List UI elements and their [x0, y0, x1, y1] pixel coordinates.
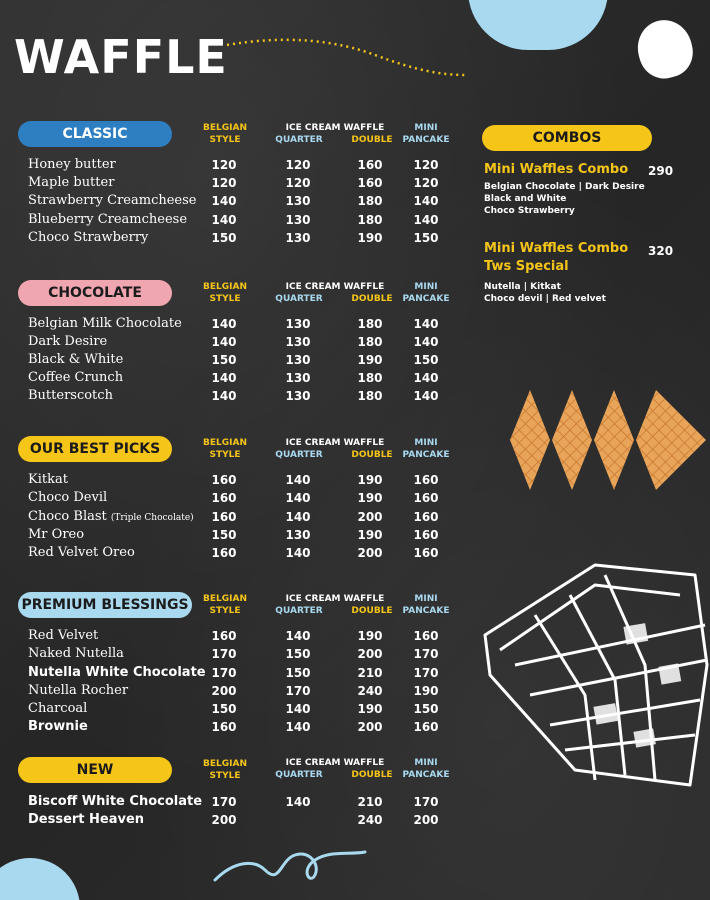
price-belgian: 170 [211, 666, 237, 680]
col-ice-cream: ICE CREAM WAFFLE [285, 594, 385, 604]
waffle-cones-illustration [500, 385, 710, 495]
combo-title: Mini Waffles Combo [484, 162, 629, 177]
menu-row [28, 508, 448, 526]
price-quarter: 140 [285, 491, 311, 505]
price-mini: 160 [413, 491, 439, 505]
section-premium-label: PREMIUM BLESSINGS [18, 592, 192, 618]
item-name: Red Velvet Oreo [28, 545, 135, 560]
price-belgian: 160 [211, 510, 237, 524]
col-mini: MINI [414, 594, 438, 604]
price-quarter: 140 [285, 473, 311, 487]
waffle-sketch-illustration [475, 555, 710, 795]
col-pancake: PANCAKE [402, 135, 450, 145]
item-name: Biscoff White Chocolate [28, 794, 203, 809]
col-style: STYLE [209, 771, 241, 781]
price-belgian: 160 [211, 546, 237, 560]
price-double: 180 [357, 194, 383, 208]
price-mini: 160 [413, 528, 439, 542]
item-name: Dark Desire [28, 334, 108, 349]
price-mini: 190 [413, 684, 439, 698]
price-double: 190 [357, 702, 383, 716]
price-belgian: 150 [211, 528, 237, 542]
dotted-swirl-decoration [225, 35, 470, 85]
price-double: 160 [357, 158, 383, 172]
price-belgian: 200 [211, 684, 237, 698]
col-double: DOUBLE [351, 294, 393, 304]
menu-row [28, 471, 448, 489]
price-mini: 140 [413, 194, 439, 208]
menu-row [28, 387, 448, 405]
col-double: DOUBLE [351, 770, 393, 780]
price-mini: 150 [413, 702, 439, 716]
price-quarter: 130 [285, 335, 311, 349]
col-mini: MINI [414, 758, 438, 768]
price-double: 180 [357, 335, 383, 349]
menu-row [28, 718, 448, 736]
item-name: Mr Oreo [28, 527, 85, 542]
price-quarter: 150 [285, 666, 311, 680]
price-double: 210 [357, 795, 383, 809]
menu-row [28, 544, 448, 562]
menu-row [28, 229, 448, 247]
col-double: DOUBLE [351, 450, 393, 460]
price-double: 200 [357, 720, 383, 734]
price-quarter: 130 [285, 231, 311, 245]
col-belgian: BELGIAN [203, 759, 247, 769]
item-name: Strawberry Creamcheese [28, 193, 197, 208]
price-mini: 160 [413, 510, 439, 524]
col-quarter: QUARTER [275, 135, 323, 145]
egg-decoration [631, 14, 698, 84]
price-mini: 140 [413, 213, 439, 227]
price-mini: 160 [413, 473, 439, 487]
item-name: Choco Devil [28, 490, 108, 505]
price-double: 190 [357, 473, 383, 487]
combo-price: 320 [648, 244, 674, 258]
section-new-label: NEW [18, 757, 172, 783]
item-name: Blueberry Creamcheese [28, 212, 188, 227]
price-belgian: 160 [211, 473, 237, 487]
col-style: STYLE [209, 606, 241, 616]
price-belgian: 120 [211, 158, 237, 172]
col-belgian: BELGIAN [203, 438, 247, 448]
price-mini: 140 [413, 389, 439, 403]
item-name: Dessert Heaven [28, 812, 145, 827]
section-best-picks-label: OUR BEST PICKS [18, 436, 172, 462]
price-quarter: 130 [285, 194, 311, 208]
section-chocolate-label: CHOCOLATE [18, 280, 172, 306]
col-ice-cream: ICE CREAM WAFFLE [285, 123, 385, 133]
price-double: 180 [357, 213, 383, 227]
price-belgian: 140 [211, 335, 237, 349]
item-name: Brownie [28, 719, 88, 734]
price-belgian: 160 [211, 720, 237, 734]
item-name: Honey butter [28, 157, 116, 172]
price-double: 200 [357, 546, 383, 560]
item-name: Coffee Crunch [28, 370, 124, 385]
combo-title: Mini Waffles Combo Tws Special [484, 241, 629, 274]
menu-row [28, 682, 448, 700]
price-mini: 120 [413, 176, 439, 190]
col-ice-cream: ICE CREAM WAFFLE [285, 282, 385, 292]
price-double: 160 [357, 176, 383, 190]
price-quarter: 130 [285, 389, 311, 403]
price-belgian: 140 [211, 317, 237, 331]
price-quarter: 130 [285, 371, 311, 385]
col-quarter: QUARTER [275, 770, 323, 780]
col-pancake: PANCAKE [402, 770, 450, 780]
price-belgian: 140 [211, 389, 237, 403]
col-mini: MINI [414, 438, 438, 448]
col-mini: MINI [414, 123, 438, 133]
menu-row [28, 192, 448, 210]
col-double: DOUBLE [351, 135, 393, 145]
item-name: Belgian Milk Chocolate [28, 316, 182, 331]
price-mini: 170 [413, 795, 439, 809]
col-ice-cream: ICE CREAM WAFFLE [285, 438, 385, 448]
col-style: STYLE [209, 294, 241, 304]
col-quarter: QUARTER [275, 606, 323, 616]
price-double: 190 [357, 231, 383, 245]
col-style: STYLE [209, 135, 241, 145]
price-belgian: 170 [211, 647, 237, 661]
price-belgian: 160 [211, 629, 237, 643]
price-belgian: 160 [211, 491, 237, 505]
section-classic-label: CLASSIC [18, 121, 172, 147]
price-double: 190 [357, 629, 383, 643]
col-belgian: BELGIAN [203, 282, 247, 292]
menu-row [28, 315, 448, 333]
price-belgian: 120 [211, 176, 237, 190]
price-quarter: 120 [285, 176, 311, 190]
price-quarter: 130 [285, 317, 311, 331]
col-double: DOUBLE [351, 606, 393, 616]
price-belgian: 150 [211, 353, 237, 367]
price-double: 190 [357, 491, 383, 505]
price-mini: 160 [413, 720, 439, 734]
col-pancake: PANCAKE [402, 450, 450, 460]
item-name: Maple butter [28, 175, 115, 190]
squiggle-decoration [210, 840, 370, 890]
price-quarter: 140 [285, 795, 311, 809]
menu-row [28, 793, 448, 811]
price-belgian: 150 [211, 231, 237, 245]
combo-desc: Nutella | Kitkat Choco devil | Red velvet [484, 282, 606, 304]
price-belgian: 140 [211, 213, 237, 227]
item-name: Kitkat [28, 472, 68, 487]
col-quarter: QUARTER [275, 450, 323, 460]
col-mini: MINI [414, 282, 438, 292]
menu-row [28, 645, 448, 663]
menu-row [28, 811, 448, 829]
col-belgian: BELGIAN [203, 123, 247, 133]
price-quarter: 140 [285, 546, 311, 560]
menu-row [28, 369, 448, 387]
menu-title: WAFFLE [14, 30, 228, 84]
item-name: Black & White [28, 352, 124, 367]
price-quarter: 140 [285, 702, 311, 716]
price-mini: 150 [413, 353, 439, 367]
menu-row [28, 627, 448, 645]
price-quarter: 120 [285, 158, 311, 172]
col-pancake: PANCAKE [402, 606, 450, 616]
price-quarter: 140 [285, 629, 311, 643]
menu-row [28, 700, 448, 718]
price-belgian: 150 [211, 702, 237, 716]
item-name: Nutella White Chocolate [28, 665, 206, 680]
item-name: Butterscotch [28, 388, 113, 403]
blue-blob-decoration [468, 0, 608, 50]
combo-price: 290 [648, 164, 674, 178]
menu-row [28, 351, 448, 369]
col-belgian: BELGIAN [203, 594, 247, 604]
price-double: 200 [357, 647, 383, 661]
menu-row [28, 211, 448, 229]
price-mini: 160 [413, 629, 439, 643]
price-mini: 170 [413, 666, 439, 680]
price-quarter: 140 [285, 510, 311, 524]
price-quarter: 140 [285, 720, 311, 734]
price-quarter: 170 [285, 684, 311, 698]
col-style: STYLE [209, 450, 241, 460]
price-belgian: 170 [211, 795, 237, 809]
menu-row [28, 333, 448, 351]
price-double: 240 [357, 813, 383, 827]
price-double: 180 [357, 389, 383, 403]
price-belgian: 140 [211, 194, 237, 208]
item-name: Naked Nutella [28, 646, 124, 661]
price-mini: 120 [413, 158, 439, 172]
combo-desc: Belgian Chocolate | Dark Desire Black and White Choco Strawberry [484, 182, 645, 216]
menu-row [28, 156, 448, 174]
price-mini: 140 [413, 371, 439, 385]
item-name: Nutella Rocher [28, 683, 129, 698]
menu-row [28, 174, 448, 192]
price-mini: 150 [413, 231, 439, 245]
section-combos-label: COMBOS [482, 125, 652, 151]
item-name: Charcoal [28, 701, 88, 716]
price-quarter: 130 [285, 353, 311, 367]
price-quarter: 130 [285, 213, 311, 227]
menu-row [28, 526, 448, 544]
item-name: Choco Blast (Triple Chocolate) [28, 509, 194, 524]
price-double: 190 [357, 353, 383, 367]
price-double: 180 [357, 317, 383, 331]
col-pancake: PANCAKE [402, 294, 450, 304]
price-quarter: 130 [285, 528, 311, 542]
price-double: 180 [357, 371, 383, 385]
price-mini: 160 [413, 546, 439, 560]
price-double: 240 [357, 684, 383, 698]
blue-blob-decoration-bottom [0, 858, 80, 900]
price-mini: 200 [413, 813, 439, 827]
menu-row [28, 664, 448, 682]
price-mini: 140 [413, 317, 439, 331]
menu-row [28, 489, 448, 507]
col-ice-cream: ICE CREAM WAFFLE [285, 758, 385, 768]
col-quarter: QUARTER [275, 294, 323, 304]
item-name: Red Velvet [28, 628, 99, 643]
item-name: Choco Strawberry [28, 230, 149, 245]
price-quarter: 150 [285, 647, 311, 661]
price-belgian: 200 [211, 813, 237, 827]
price-double: 200 [357, 510, 383, 524]
price-mini: 170 [413, 647, 439, 661]
item-note: (Triple Chocolate) [110, 513, 194, 523]
price-mini: 140 [413, 335, 439, 349]
price-double: 190 [357, 528, 383, 542]
price-belgian: 140 [211, 371, 237, 385]
price-double: 210 [357, 666, 383, 680]
